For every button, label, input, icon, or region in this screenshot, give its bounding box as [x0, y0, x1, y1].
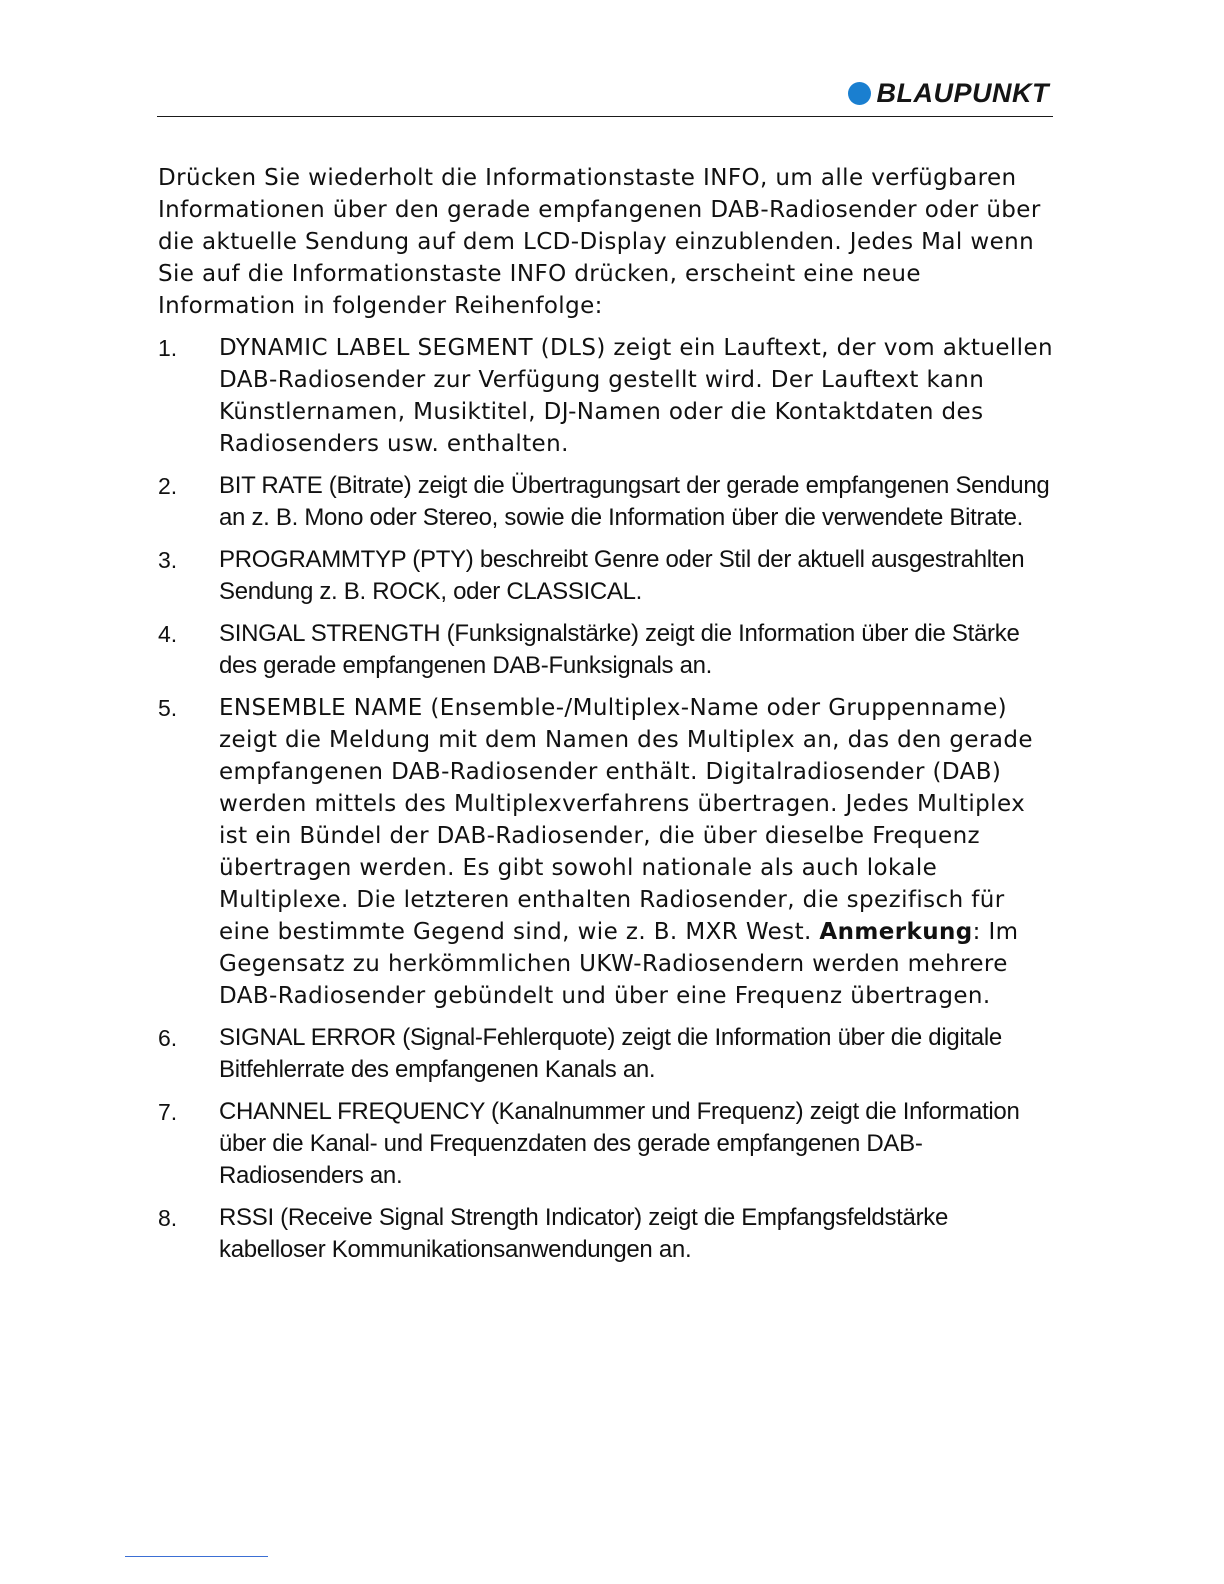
- list-item: [158, 470, 1058, 534]
- note-text: : Im Gegensatz zu herkömmlichen UKW-Radiosendern werden mehrere DAB-Radiosender gebündelt und über eine Frequenz übertragen.: [219, 919, 1019, 1009]
- list-item: [158, 544, 1058, 608]
- list-item-text: SINGAL STRENGTH (Funksignalstärke) zeigt die Information über die Stärke des gerade empfangenen DAB-Funksignals an.: [219, 620, 1020, 679]
- page-content: [158, 162, 1058, 1276]
- list-item: [158, 1096, 1058, 1192]
- list-item: [158, 692, 1058, 1012]
- note-label: Anmerkung: [819, 919, 973, 945]
- list-item: [158, 1022, 1058, 1086]
- list-item-number: 8.: [158, 1205, 178, 1231]
- list-item-number: 5.: [158, 695, 178, 721]
- list-item-text: PROGRAMMTYP (PTY) beschreibt Genre oder Stil der aktuell ausgestrahlten Sendung z. B. ROCK, oder CLASSICAL.: [219, 546, 1025, 605]
- list-item-number: 4.: [158, 621, 178, 647]
- list-item-text: BIT RATE (Bitrate) zeigt die Übertragungsart der gerade empfangenen Sendung an z. B. Mono oder Stereo, sowie die Information über die verwendete Bitrate.: [219, 472, 1050, 531]
- page-header: [157, 72, 1053, 117]
- list-item-text: RSSI (Receive Signal Strength Indicator) zeigt die Empfangsfeldstärke kabelloser Kommunikationsanwendungen an.: [219, 1204, 949, 1263]
- list-item-text: DYNAMIC LABEL SEGMENT (DLS) zeigt ein Lauftext, der vom aktuellen DAB-Radiosender zur Verfügung gestellt wird. Der Lauftext kann Künstlernamen, Musiktitel, DJ-Namen oder die Kontaktdaten des Radiosenders usw. enthalten.: [219, 335, 1053, 457]
- list-item: [158, 618, 1058, 682]
- intro-paragraph: Drücken Sie wiederholt die Informationstaste INFO, um alle verfügbaren Informationen über den gerade empfangenen DAB-Radiosender oder über die aktuelle Sendung auf dem LCD-Display einzublenden. Jedes Mal wenn Sie auf die Informationstaste INFO drücken, erscheint eine neue Information in folgender Reihenfolge:: [158, 165, 1041, 319]
- brand-name: BLAUPUNKT: [876, 78, 1049, 108]
- list-item-number: 3.: [158, 547, 178, 573]
- list-item: [158, 332, 1058, 460]
- list-item-number: 6.: [158, 1025, 178, 1051]
- list-item-text: ENSEMBLE NAME (Ensemble-/Multiplex-Name oder Gruppenname) zeigt die Meldung mit dem Namen des Multiplex an, das den gerade empfangenen DAB-Radiosender enthält. Digitalradiosender (DAB) werden mittels des Multiplexverfahrens übertragen. Jedes Multiplex ist ein Bündel der DAB-Radiosender, die über dieselbe Frequenz übertragen werden. Es gibt sowohl nationale als auch lokale Multiplexe. Die letzteren enthalten Radiosender, die spezifisch für eine bestimmte Gegend sind, wie z. B. MXR West.: [219, 695, 1033, 945]
- footer-divider: [125, 1556, 268, 1557]
- logo-dot-icon: [848, 82, 871, 105]
- brand-logo: [848, 78, 1050, 109]
- list-item-number: 7.: [158, 1099, 178, 1125]
- list-item-number: 2.: [158, 473, 178, 499]
- list-item-number: 1.: [158, 335, 178, 361]
- list-item-text: SIGNAL ERROR (Signal-Fehlerquote) zeigt die Information über die digitale Bitfehlerrate des empfangenen Kanals an.: [219, 1024, 1002, 1083]
- info-list: [158, 332, 1058, 1266]
- list-item: [158, 1202, 1058, 1266]
- list-item-text: CHANNEL FREQUENCY (Kanalnummer und Frequenz) zeigt die Information über die Kanal- und Frequenzdaten des gerade empfangenen DAB-Radiosenders an.: [219, 1098, 1020, 1189]
